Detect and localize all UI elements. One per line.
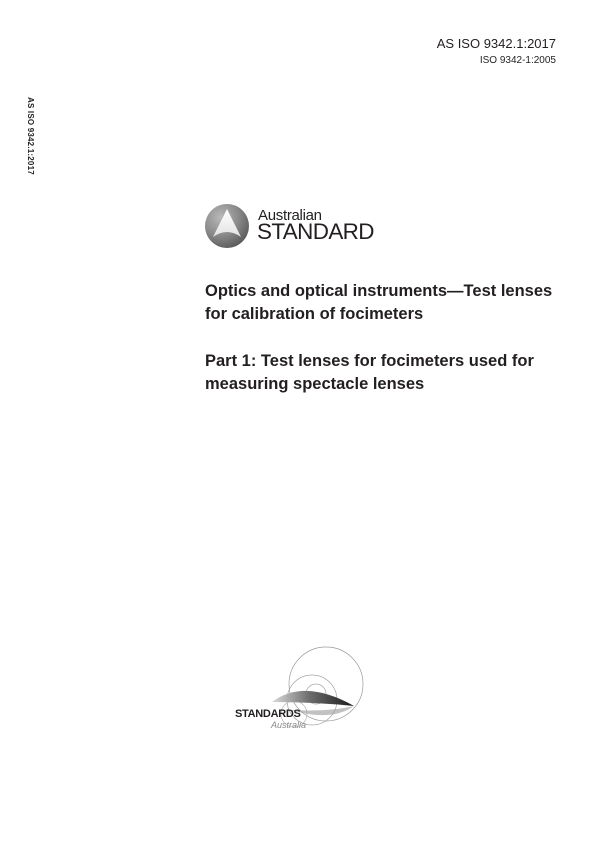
logo-word-standard: STANDARD (257, 219, 374, 244)
triangle-sphere-icon (204, 203, 250, 249)
logo-word-standards: STANDARDS (235, 708, 301, 720)
part-title: Part 1: Test lenses for focimeters used for measuring spectacle lenses (205, 352, 534, 393)
logo-word-australia: Australia (271, 720, 307, 730)
spine-label: AS ISO 9342.1:2017 (26, 97, 35, 175)
document-title: Optics and optical instruments—Test lenses for calibration of focimeters (205, 282, 553, 323)
iso-number: ISO 9342-1:2005 (479, 55, 556, 66)
logo-word-australian: Australian (258, 207, 322, 224)
standard-number: AS ISO 9342.1:2017 (436, 36, 556, 51)
